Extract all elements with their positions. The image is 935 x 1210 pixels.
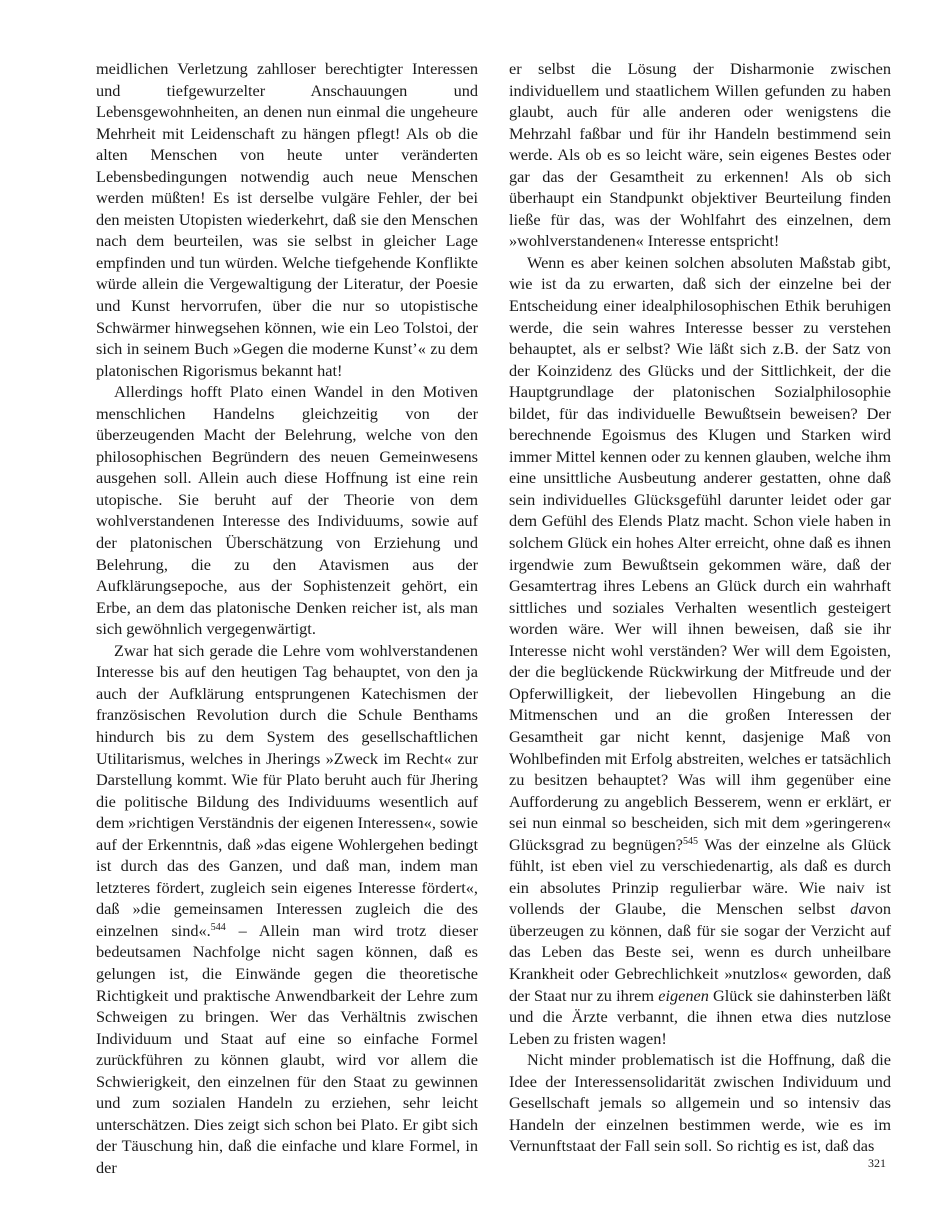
left-column: [96, 58, 478, 1178]
paragraph: [509, 252, 891, 1049]
paragraph: Nicht minder problematisch ist die Hoffnung, daß die Idee der Interessensolidarität zwischen Individuum und Gesellschaft jemals so allgemein und so intensiv das Handeln der einzelnen bestimmen werde, wie es im Vernunftstaat der Fall sein soll. So richtig es ist, daß das: [509, 1050, 891, 1156]
footnote-marker: 545: [683, 835, 699, 847]
paragraph-text: von überzeugen zu können, daß für sie sogar der Verzicht auf das Leben das Beste sei, wenn es durch unheilbare Krankheit oder Gebrechlichkeit »nutzlos« geworden, daß der Staat nur zu ihrem: [509, 899, 891, 1005]
paragraph: er selbst die Lösung der Disharmonie zwischen individuellem und staatlichem Willen gefunden zu haben glaubt, auch für alle anderen oder wenigstens die Mehrzahl faßbar und für ihr Handeln bestimmend sein werde. Als ob es so leicht wäre, sein eigenes Bestes oder gar das der Gesamtheit zu erkennen! Als ob sich überhaupt ein Standpunkt objektiver Beurteilung finden ließe für das, was der Wohlfahrt des einzelnen, dem »wohlverstandenen« Interesse entspricht!: [509, 59, 891, 251]
italic-text: eigenen: [658, 985, 709, 1005]
page-number: 321: [868, 1156, 886, 1170]
paragraph-text: Was der einzelne als Glück fühlt, ist eben viel zu verschiedenartig, als daß es durch ein absolutes Prinzip regulierbar wäre. Wie naiv ist vollends der Glaube, die Menschen selbst: [509, 834, 891, 919]
paragraph: Allerdings hofft Plato einen Wandel in den Motiven menschlichen Handelns gleichzeitig von der überzeugenden Macht der Belehrung, welche von den philosophischen Begründern des neuen Gemeinwesens ausgehen soll. Allein auch diese Hoffnung ist eine rein utopische. Sie beruht auf der Theorie von dem wohlverstandenen Interesse des Individuums, sowie auf der platonischen Überschätzung von Erziehung und Belehrung, die zu den Atavismen aus der Aufklärungsepoche, aus der Sophistenzeit gehört, ein Erbe, an dem das platonische Denken reicher ist, als man sich gewöhnlich vergegenwärtigt.: [96, 382, 478, 639]
paragraph-text: Wenn es aber keinen solchen absoluten Maßstab gibt, wie ist da zu erwarten, daß sich der einzelne bei der Entscheidung einer idealphilosophischen Ethik beruhigen werde, die sein wahres Interesse besser zu verstehen behauptet, als er selbst? Wie läßt sich z.B. der Satz von der Koinzidenz des Glücks und der Sittlichkeit, der die Hauptgrundlage der platonischen Sozialphilosophie bildet, für das individuelle Bewußtsein beweisen? Der berechnende Egoismus des Klugen und Starken wird immer Mittel kennen oder zu kennen glauben, welche ihm eine unsittliche Ausbeutung anderer gestatten, ohne daß sein individuelles Glücksgefühl darunter leidet oder gar dem Gefühl des Elends Platz macht. Schon viele haben in solchem Glück ein hohes Alter erreicht, ohne daß es ihnen irgendwie zum Bewußtsein gekommen wäre, daß der Gesamtertrag ihres Lebens an Glück durch ein wahrhaft sittliches und soziales Verhalten wesentlich gesteigert worden wäre. Wer will ihnen beweisen, daß sie ihr Interesse nicht wohl verständen? Wer will dem Egoisten, der die beglückende Rückwirkung der Mitfreude und der Opferwilligkeit, der liebevollen Hingebung an die Mitmenschen und an die großen Interessen der Gesamtheit gar nicht kennt, dasjenige Maß von Wohlbefinden mit Erfolg abstreiten, welches er tatsächlich zu besitzen behauptet? Was will ihm gegenüber eine Aufforderung zu angeblich Besserem, wenn er erklärt, er sei nun einmal so bescheiden, sich mit dem »geringeren« Glücksgrad zu begnügen?: [509, 252, 891, 854]
paragraph-text: – Allein man wird trotz dieser bedeutsamen Nachfolge nicht sagen können, daß es gelungen ist, die Einwände gegen die theoretische Richtigkeit und praktische Anwendbarkeit der Lehre zum Schweigen zu bringen. Wer das Verhältnis zwischen Individuum und Staat auf eine so einfache Formel zurückführen zu können glaubt, wird vor allem die Schwierigkeit, den einzelnen für den Staat zu gewinnen und zum sozialen Handeln zu erziehen, sehr leicht unterschätzen. Dies zeigt sich schon bei Plato. Er gibt sich der Täuschung hin, daß die einfache und klare Formel, in der: [96, 920, 479, 1177]
paragraph-text: Zwar hat sich gerade die Lehre vom wohlverstandenen Interesse bis auf den heutigen Tag behauptet, von den ja auch der Aufklärung entsprungenen Katechismen der französischen Revolution durch die Schule Benthams hindurch bis zu dem System des gesellschaftlichen Utilitarismus, welches in Jherings »Zweck im Recht« zur Darstellung kommt. Wie für Plato beruht auch für Jhering die politische Bildung des Individuums wesentlich auf dem »richtigen Verständnis der eigenen Interessen«, sowie auf der Erkenntnis, daß »das eigene Wohlergehen bedingt ist durch das des Ganzen, und daß man, indem man letzteres fördert, zugleich sein eigenes Interesse fördert«, daß »die gemeinsamen Interessen zugleich die des einzelnen sind«.: [96, 640, 478, 940]
paragraph-text: Glück sie dahinsterben läßt und die Ärzte verbannt, die ihnen etwa dies nutzlose Leben zu fristen wagen!: [509, 985, 891, 1048]
italic-text: da: [850, 899, 867, 919]
paragraph: meidlichen Verletzung zahlloser berechtigter Interessen und tiefgewurzelter Anschauungen und Lebensgewohnheiten, an denen nun einmal die ungeheure Mehrheit mit Leidenschaft zu hängen pflegt! Als ob die alten Menschen von heute unter veränderten Lebensbedingungen notwendig auch neue Menschen werden müßten! Es ist derselbe vulgäre Fehler, der bei den meisten Utopisten wiederkehrt, daß sie den Menschen nach dem beurteilen, was sie selbst in gleicher Lage empfinden und tun würden. Welche tiefgehende Konflikte würde allein die Vergewaltigung der Literatur, der Poesie und Kunst hervorrufen, über die nur so utopistische Schwärmer hinwegsehen können, wie ein Leo Tolstoi, der sich in seinem Buch »Gegen die moderne Kunst’« zu dem platonischen Rigorismus bekannt hat!: [96, 59, 478, 380]
footnote-marker: 544: [210, 921, 226, 933]
right-column: [509, 58, 891, 1157]
paragraph: [96, 640, 478, 1179]
